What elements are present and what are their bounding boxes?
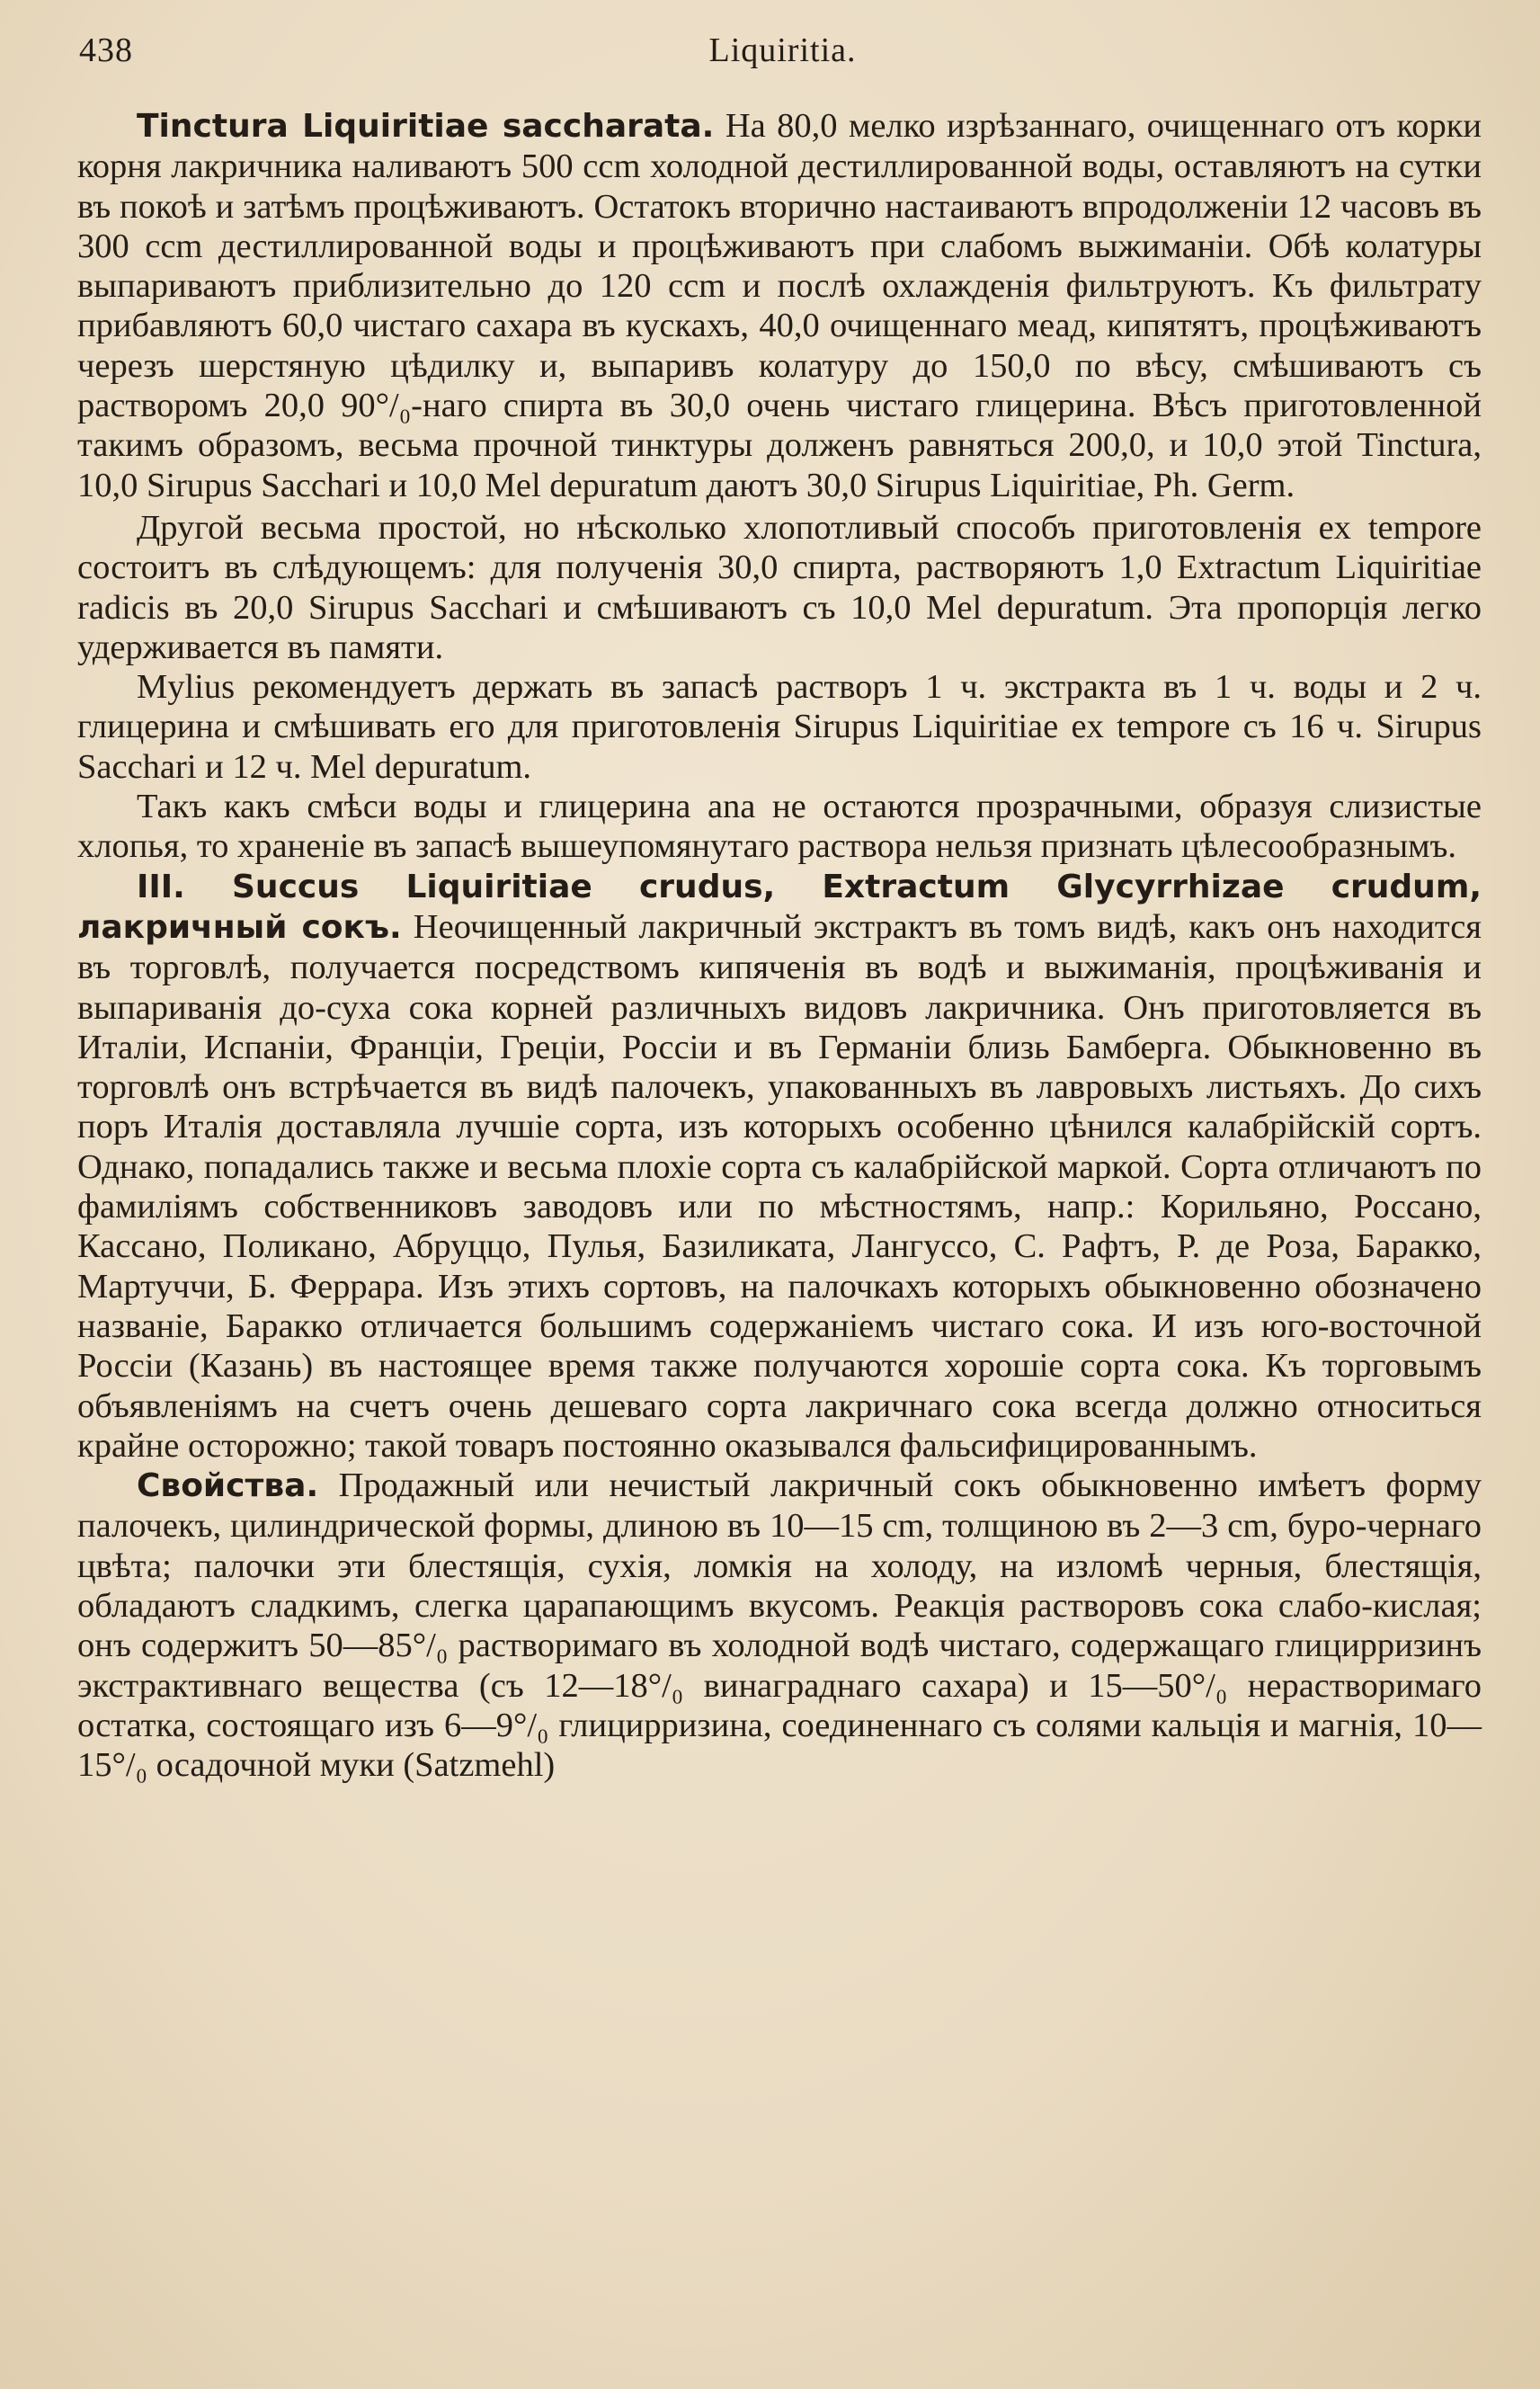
paragraph-text: Mylius рекомендуетъ держать въ запасѣ растворъ 1 ч. экстракта въ 1 ч. воды и 2 ч. глицерина и смѣшивать его для приготовленія Sirupus Liquiritiae ex tempore съ 16 ч. Sirupus Sacchari и 12 ч. Mel depuratum. bbox=[77, 668, 1482, 786]
paragraph-text: Неочищенный лакричный экстрактъ въ томъ видѣ, какъ онъ находится въ торговлѣ, получается посредствомъ кипяченія въ водѣ и выжиманія, процѣживанія и выпариванія до-суха сока корней различныхъ видовъ лакричника. Онъ приготовляется въ Италіи, Испаніи, Франціи, Греціи, Россіи и въ Германіи близь Бамберга. Обыкновенно въ торговлѣ онъ встрѣчается въ видѣ палочекъ, упакованныхъ въ лавровыхъ листьяхъ. До сихъ поръ Италія доставляла лучшіе сорта, изъ которыхъ особенно цѣнился калабрійскій сортъ. Однако, попадались также и весьма плохіе сорта съ калабрійской маркой. Сорта отличаютъ по фамиліямъ собственниковъ заводовъ или по мѣстностямъ, напр.: Корильяно, Россано, Кассано, Поликано, Абруццо, Пулья, Базиликата, Лангуссо, С. Рафтъ, Р. де Роза, Баракко, Мартуччи, Б. Феррара. Изъ этихъ сортовъ, на палочкахъ которыхъ обыкновенно обозначено названіе, Баракко отличается большимъ содержаніемъ чистаго сока. И изъ юго-восточной Россіи (Казань) въ настоящее время также получаются хорошіе сорта сока. Къ торговымъ объявленіямъ на счетъ очень дешеваго сорта лакричнаго сока всегда должно относиться крайне осторожно; такой товаръ постоянно оказывался фальсифицированнымъ. bbox=[77, 907, 1482, 1465]
paragraph-mylius bbox=[77, 667, 1482, 787]
paragraph-text: На 80,0 мелко изрѣзаннаго, очищеннаго отъ корки корня лакричника наливаютъ 500 ccm холодной дестиллированной воды, оставляютъ на сутки въ покоѣ и затѣмъ процѣживаютъ. Остатокъ вторично настаиваютъ впродолженіи 12 часовъ въ 300 ccm дестиллированной воды и процѣживаютъ при слабомъ выжиманіи. Обѣ колатуры выпариваютъ приблизительно до 120 ccm и послѣ охлажденія фильтруютъ. Къ фильтрату прибавляютъ 60,0 чистаго сахара въ кускахъ, 40,0 очищеннаго меад, кипятятъ, процѣживаютъ черезъ шерстяную цѣдилку и, выпаривъ колатуру до 150,0 по вѣсу, смѣшиваютъ съ растворомъ 20,0 90°/₀-наго спирта въ 30,0 очень чистаго глицерина. Вѣсъ приготовленной такимъ образомъ, весьма прочной тинктуры долженъ равняться 200,0, и 10,0 этой Tinctura, 10,0 Sirupus Sacchari и 10,0 Mel depuratum даютъ 30,0 Sirupus Liquiritiae, Ph. Germ. bbox=[77, 107, 1482, 504]
page-header bbox=[79, 31, 1486, 81]
paragraph-heading: III. Succus Liquiritiae crudus, Extractum Glycyrrhizae crudum, лакричный сокъ. bbox=[77, 868, 1482, 946]
paragraph-heading: Свойства. bbox=[137, 1467, 319, 1505]
paragraph-properties bbox=[77, 1466, 1482, 1785]
body-text bbox=[77, 106, 1482, 1785]
paragraph-glycerin-mixtures bbox=[77, 787, 1482, 867]
paragraph-text: Продажный или нечистый лакричный сокъ обыкновенно имѣетъ форму палочекъ, цилиндрической формы, длиною въ 10—15 cm, толщиною въ 2—3 cm, буро-чернаго цвѣта; палочки эти блестящія, сухія, ломкія на холоду, на изломѣ черныя, блестящія, обладаютъ сладкимъ, слегка царапающимъ вкусомъ. Реакція растворовъ сока слабо-кислая; онъ содержитъ 50—85°/₀ растворимаго въ холодной водѣ чистаго, содержащаго глицирризинъ экстрактивнаго вещества (съ 12—18°/₀ винаграднаго сахара) и 15—50°/₀ нерастворимаго остатка, состоящаго изъ 6—9°/₀ глицирризина, соединеннаго съ солями кальція и магнія, 10—15°/₀ осадочной муки (Satzmehl) bbox=[77, 1466, 1482, 1785]
paragraph-text: Такъ какъ смѣси воды и глицерина ana не остаются прозрачными, образуя слизистые хлопья, то храненіе въ запасѣ вышеупомянутаго раствора нельзя признать цѣлесообразнымъ. bbox=[77, 788, 1482, 866]
paragraph-succus-liquiritiae bbox=[77, 867, 1482, 1466]
paragraph-tinctura bbox=[77, 106, 1482, 505]
running-title: Liquiritia. bbox=[708, 31, 857, 69]
page-number: 438 bbox=[79, 31, 133, 69]
paragraph-ex-tempore bbox=[77, 508, 1482, 667]
paragraph-text: Другой весьма простой, но нѣсколько хлопотливый способъ приготовленія ex tempore состоитъ въ слѣдующемъ: для полученія 30,0 спирта, растворяютъ 1,0 Extractum Liquiritiae radicis въ 20,0 Sirupus Sacchari и смѣшиваютъ съ 10,0 Mel depuratum. Эта пропорція легко удерживается въ памяти. bbox=[77, 508, 1482, 666]
paragraph-heading: Tinctura Liquiritiae saccharata. bbox=[137, 108, 715, 145]
